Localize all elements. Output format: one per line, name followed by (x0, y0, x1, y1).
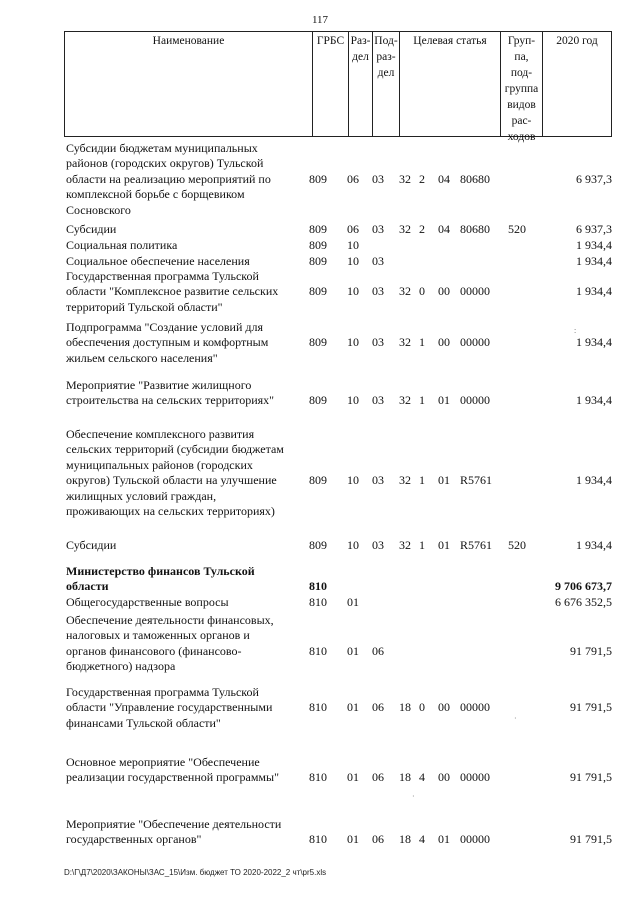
header-group (501, 32, 543, 143)
header-line: Под- (374, 35, 398, 47)
cell-grbs: 809 (309, 171, 327, 186)
cell-a2: 2 (419, 171, 425, 186)
header-article (400, 32, 501, 136)
cell-amount: 91 791,5 (570, 770, 612, 785)
row-name (66, 427, 306, 519)
cell-grbs: 810 (309, 770, 327, 785)
cell-grbs: 809 (309, 393, 327, 408)
cell-pr: 03 (372, 393, 384, 408)
row-name-line: Сосновского (66, 202, 131, 217)
file-path-footer: D:\Г\Д7\2020\ЗАКОНЫ\ЗАС_15\Изм. бюджет ТО 2020-2022_2 чт\pr5.xls (64, 868, 327, 877)
cell-a1: 32 (399, 393, 411, 408)
cell-rz: 10 (347, 538, 359, 552)
row-name (66, 755, 306, 786)
cell-a3: 01 (438, 832, 450, 847)
row-name-line: проживающих на сельских территориях) (66, 504, 275, 519)
row-name-line: строительства на сельских территориях" (66, 393, 275, 408)
cell-pr: 06 (372, 643, 384, 658)
cell-grp: 520 (508, 538, 526, 552)
row-name-line: области на реализацию мероприятий по (66, 171, 271, 186)
cell-amount: 1 934,4 (576, 284, 612, 299)
row-name (66, 685, 306, 731)
cell-pr: 06 (372, 700, 384, 715)
cell-grbs: 810 (309, 832, 327, 847)
cell-a2: 1 (419, 335, 425, 350)
row-name (66, 378, 306, 409)
scan-mark: : (574, 326, 577, 335)
row-name-line: Министерство финансов Тульской (66, 564, 255, 578)
header-year (543, 32, 611, 136)
row-name (66, 538, 306, 553)
cell-a3: 04 (438, 171, 450, 186)
cell-a4: 00000 (460, 393, 490, 408)
table-header (64, 31, 612, 143)
cell-pr: 06 (372, 832, 384, 847)
cell-pr: 03 (372, 335, 384, 350)
cell-rz: 06 (347, 222, 359, 236)
cell-a1: 18 (399, 770, 411, 785)
cell-a3: 00 (438, 770, 450, 785)
row-name-line: Основное мероприятие "Обеспечение (66, 755, 260, 769)
cell-amount: 1 934,4 (576, 335, 612, 350)
row-name-line: жильем сельского населения" (66, 350, 218, 365)
cell-a4: 00000 (460, 700, 490, 715)
cell-a2: 0 (419, 700, 425, 715)
header-line: группа (504, 83, 539, 95)
row-name-line: Общегосударственные вопросы (66, 595, 229, 609)
row-name-line: сельских территорий (субсидии бюджетам (66, 442, 284, 457)
row-name (66, 269, 306, 315)
row-name (66, 613, 306, 675)
cell-amount: 9 706 673,7 (555, 579, 612, 594)
header-line: Груп- (507, 35, 536, 47)
cell-grp: 520 (508, 222, 526, 236)
cell-pr: 03 (372, 254, 384, 268)
row-name-line: Мероприятие "Обеспечение деятельности (66, 817, 282, 831)
header-line: Наименование (152, 35, 225, 47)
cell-a1: 32 (399, 222, 411, 236)
row-name-line: Мероприятие "Развитие жилищного (66, 378, 252, 392)
header-line: видов (507, 99, 536, 111)
header-name (65, 32, 313, 136)
header-line: Целевая статья (413, 35, 487, 47)
cell-a1: 32 (399, 335, 411, 350)
cell-a2: 4 (419, 770, 425, 785)
cell-amount: 91 791,5 (570, 832, 612, 847)
cell-pr: 03 (372, 171, 384, 186)
cell-grbs: 809 (309, 284, 327, 299)
cell-amount: 1 934,4 (576, 393, 612, 408)
cell-a3: 01 (438, 538, 450, 552)
row-name (66, 238, 306, 253)
header-line: 2020 год (556, 35, 598, 47)
row-name (66, 564, 306, 595)
cell-rz: 10 (347, 238, 359, 252)
cell-grbs: 809 (309, 238, 327, 252)
cell-grbs: 810 (309, 700, 327, 715)
cell-rz: 01 (347, 832, 359, 847)
row-name (66, 595, 306, 610)
cell-rz: 01 (347, 643, 359, 658)
cell-amount: 6 676 352,5 (555, 595, 612, 609)
row-name-line: области "Управление государственными (66, 700, 273, 715)
page-number: 117 (311, 14, 329, 26)
cell-a4: 00000 (460, 832, 490, 847)
cell-rz: 10 (347, 254, 359, 268)
cell-rz: 10 (347, 335, 359, 350)
header-line: дел (377, 67, 395, 79)
cell-a2: 1 (419, 393, 425, 408)
row-name-line: территорий Тульской области" (66, 299, 223, 314)
cell-a1: 32 (399, 284, 411, 299)
row-name-line: Государственная программа Тульской (66, 685, 259, 699)
scan-mark: · (412, 792, 415, 801)
row-name-line: обеспечения доступным и комфортным (66, 335, 269, 350)
header-grbs (313, 32, 349, 136)
row-name (66, 254, 306, 269)
row-name-line: районов (городских округов) Тульской (66, 156, 264, 171)
header-line: Раз- (350, 35, 371, 47)
cell-amount: 6 937,3 (576, 171, 612, 186)
header-line: рас- (511, 115, 532, 127)
row-name-line: Обеспечение деятельности финансовых, (66, 613, 274, 627)
cell-amount: 91 791,5 (570, 643, 612, 658)
cell-rz: 01 (347, 595, 359, 609)
cell-pr: 03 (372, 222, 384, 236)
row-name-line: Социальная политика (66, 238, 178, 252)
cell-a3: 01 (438, 393, 450, 408)
cell-a4: 80680 (460, 171, 490, 186)
cell-a2: 1 (419, 538, 425, 552)
row-name-line: налоговых и таможенных органов и (66, 628, 250, 643)
cell-rz: 01 (347, 700, 359, 715)
row-name-line: реализации государственной программы" (66, 770, 279, 785)
row-name-line: Субсидии (66, 222, 117, 236)
cell-amount: 1 934,4 (576, 538, 612, 552)
cell-a4: 00000 (460, 770, 490, 785)
cell-a3: 04 (438, 222, 450, 236)
cell-a1: 32 (399, 473, 411, 488)
cell-amount: 6 937,3 (576, 222, 612, 236)
cell-amount: 1 934,4 (576, 473, 612, 488)
row-name-line: Субсидии (66, 538, 117, 552)
row-name-line: муниципальных районов (городских (66, 457, 253, 472)
cell-rz: 06 (347, 171, 359, 186)
header-line: ГРБС (316, 35, 345, 47)
cell-amount: 1 934,4 (576, 238, 612, 252)
cell-a2: 0 (419, 284, 425, 299)
cell-grbs: 809 (309, 254, 327, 268)
row-name (66, 141, 306, 218)
header-line: дел (352, 51, 369, 63)
cell-amount: 1 934,4 (576, 254, 612, 268)
cell-pr: 03 (372, 538, 384, 552)
cell-a4: R5761 (460, 473, 493, 488)
row-name-line: округов) Тульской области на улучшение (66, 473, 277, 488)
cell-rz: 10 (347, 393, 359, 408)
cell-a4: 00000 (460, 284, 490, 299)
cell-a4: R5761 (460, 538, 493, 552)
cell-a1: 18 (399, 700, 411, 715)
cell-amount: 91 791,5 (570, 700, 612, 715)
row-name-line: Подпрограмма "Создание условий для (66, 320, 263, 334)
row-name (66, 320, 306, 366)
cell-rz: 10 (347, 284, 359, 299)
row-name-line: государственных органов" (66, 832, 202, 847)
cell-rz: 01 (347, 770, 359, 785)
header-razdel (349, 32, 373, 136)
cell-a3: 01 (438, 473, 450, 488)
cell-pr: 03 (372, 284, 384, 299)
cell-grbs: 809 (309, 473, 327, 488)
cell-a1: 18 (399, 832, 411, 847)
cell-a3: 00 (438, 284, 450, 299)
scan-mark: · (514, 714, 517, 723)
cell-grbs: 809 (309, 335, 327, 350)
cell-grbs: 809 (309, 538, 327, 552)
row-name-line: органов финансового (финансово- (66, 643, 242, 658)
row-name (66, 222, 306, 237)
row-name-line: жилищных условий граждан, (66, 488, 217, 503)
cell-a3: 00 (438, 335, 450, 350)
row-name-line: области "Комплексное развитие сельских (66, 284, 279, 299)
header-line: па, (514, 51, 529, 63)
row-name-line: Социальное обеспечение населения (66, 254, 250, 268)
cell-a1: 32 (399, 538, 411, 552)
cell-a1: 32 (399, 171, 411, 186)
cell-a4: 00000 (460, 335, 490, 350)
cell-grbs: 810 (309, 643, 327, 658)
cell-grbs: 810 (309, 579, 327, 594)
cell-a2: 4 (419, 832, 425, 847)
row-name-line: финансами Тульской области" (66, 715, 221, 730)
row-name-line: Субсидии бюджетам муниципальных (66, 141, 258, 155)
header-line: раз- (376, 51, 396, 63)
row-name-line: бюджетного) надзора (66, 659, 176, 674)
row-name-line: комплексной борьбе с борщевиком (66, 187, 245, 202)
row-name-line: Государственная программа Тульской (66, 269, 259, 283)
header-line: ходов (507, 131, 536, 143)
header-line: под- (510, 67, 533, 79)
cell-a2: 2 (419, 222, 425, 236)
row-name-line: Обеспечение комплексного развития (66, 427, 255, 441)
row-name (66, 817, 306, 848)
cell-grbs: 810 (309, 595, 327, 609)
cell-pr: 03 (372, 473, 384, 488)
header-podrazdel (373, 32, 400, 136)
cell-pr: 06 (372, 770, 384, 785)
cell-grbs: 809 (309, 222, 327, 236)
row-name-line: области (66, 579, 109, 594)
cell-a4: 80680 (460, 222, 490, 236)
cell-rz: 10 (347, 473, 359, 488)
cell-a2: 1 (419, 473, 425, 488)
cell-a3: 00 (438, 700, 450, 715)
